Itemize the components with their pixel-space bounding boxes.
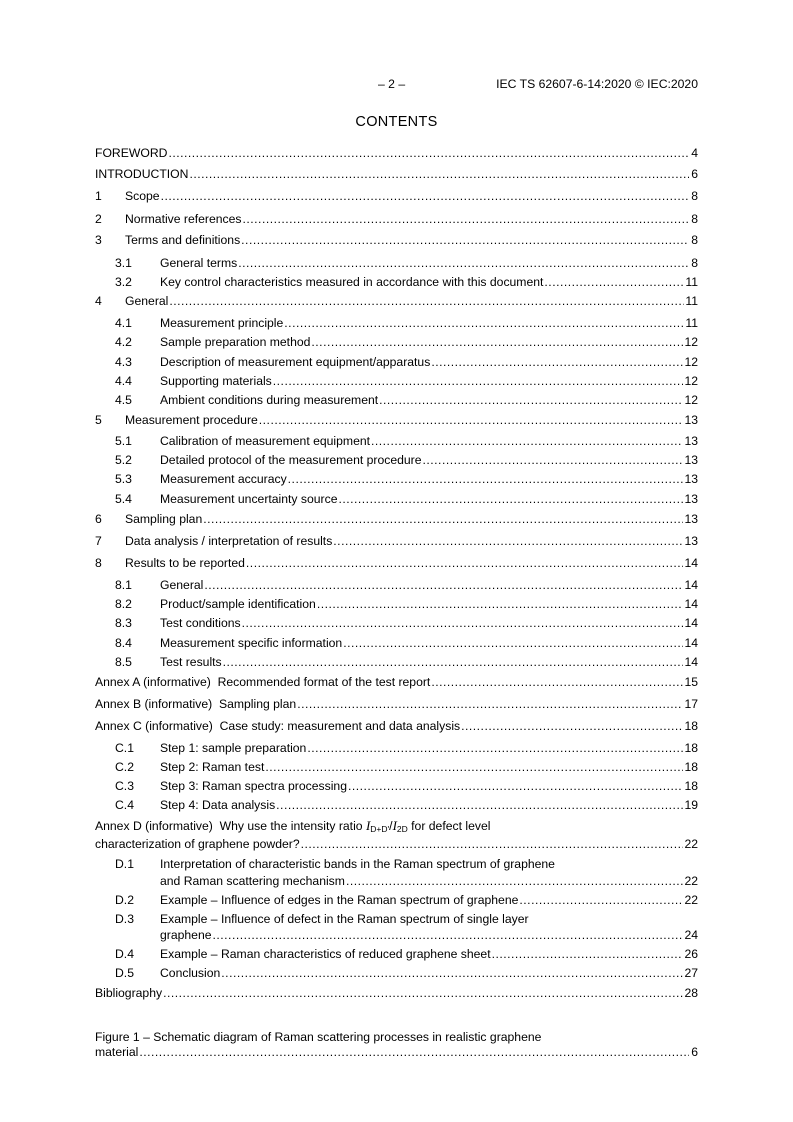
figure-entry-1-line1[interactable]: Figure 1 – Schematic diagram of Raman scattering processes in realistic graphene bbox=[95, 1030, 542, 1044]
toc-entry-8-2[interactable]: 8.2 Product/sample identification ..... 14 bbox=[115, 596, 698, 613]
toc-entry-annex-b[interactable]: Annex B (informative) Sampling plan ..... 17 bbox=[95, 696, 698, 713]
toc-entry-3-1[interactable]: 3.1 General terms ..... 8 bbox=[115, 255, 698, 272]
toc-entry-5-2[interactable]: 5.2 Detailed protocol of the measurement procedure ..... 13 bbox=[115, 452, 698, 469]
figure-entry-1[interactable]: material ..... 6 bbox=[95, 1044, 698, 1061]
toc-entry-5[interactable]: 5 Measurement procedure ..... 13 bbox=[95, 412, 698, 429]
intensity-symbol: I bbox=[365, 818, 371, 833]
toc-entry-d-1[interactable]: and Raman scattering mechanism ..... 22 bbox=[160, 873, 698, 890]
toc-entry-4-5[interactable]: 4.5 Ambient conditions during measurement ..... 12 bbox=[115, 392, 698, 409]
toc-entry-5-3[interactable]: 5.3 Measurement accuracy ..... 13 bbox=[115, 471, 698, 488]
toc-entry-c-1[interactable]: C.1 Step 1: sample preparation ..... 18 bbox=[115, 740, 698, 757]
toc-entry-d-2[interactable]: D.2 Example – Influence of edges in the Raman spectrum of graphene ..... 22 bbox=[115, 892, 698, 909]
toc-entry-8-4[interactable]: 8.4 Measurement specific information ..... 14 bbox=[115, 635, 698, 652]
toc-entry-d-3[interactable]: graphene ..... 24 bbox=[160, 927, 698, 944]
toc-entry-d-1-line1[interactable]: D.1 Interpretation of characteristic bands in the Raman spectrum of graphene bbox=[115, 857, 555, 871]
subscript-d-d-prime: D+D' bbox=[370, 824, 390, 834]
toc-entry-8-1[interactable]: 8.1 General ..... 14 bbox=[115, 577, 698, 594]
toc-entry-3[interactable]: 3 Terms and definitions ..... 8 bbox=[95, 232, 698, 249]
toc-entry-c-3[interactable]: C.3 Step 3: Raman spectra processing ..... 18 bbox=[115, 778, 698, 795]
toc-entry-annex-d[interactable]: characterization of graphene powder? ..... 22 bbox=[95, 836, 698, 853]
toc-entry-foreword[interactable]: FOREWORD ..... 4 bbox=[95, 145, 698, 162]
toc-entry-annex-c[interactable]: Annex C (informative) Case study: measurement and data analysis ..... 18 bbox=[95, 718, 698, 735]
toc-entry-4-1[interactable]: 4.1 Measurement principle ..... 11 bbox=[115, 315, 698, 332]
toc-entry-d-5[interactable]: D.5 Conclusion ..... 27 bbox=[115, 965, 698, 982]
toc-entry-bibliography[interactable]: Bibliography ..... 28 bbox=[95, 985, 698, 1002]
intensity-symbol: I bbox=[392, 818, 397, 833]
page-header bbox=[95, 77, 698, 93]
toc-entry-3-2[interactable]: 3.2 Key control characteristics measured in accordance with this document ..... 11 bbox=[115, 274, 698, 291]
toc-entry-4[interactable]: 4 General ..... 11 bbox=[95, 293, 698, 310]
toc-entry-5-4[interactable]: 5.4 Measurement uncertainty source ..... 13 bbox=[115, 491, 698, 508]
toc-entry-8-3[interactable]: 8.3 Test conditions ..... 14 bbox=[115, 615, 698, 632]
toc-entry-4-2[interactable]: 4.2 Sample preparation method ..... 12 bbox=[115, 334, 698, 351]
contents-title: CONTENTS bbox=[355, 114, 438, 130]
toc-entry-c-2[interactable]: C.2 Step 2: Raman test ..... 18 bbox=[115, 759, 698, 776]
toc-entry-annex-d-line1[interactable]: Annex D (informative) Why use the intensity ratio $I_{D+D'}/I_{2D}$ for defect level bbox=[95, 818, 491, 834]
toc-entry-d-4[interactable]: D.4 Example – Raman characteristics of reduced graphene sheet ..... 26 bbox=[115, 946, 698, 963]
toc-entry-2[interactable]: 2 Normative references ..... 8 bbox=[95, 211, 698, 228]
toc-entry-c-4[interactable]: C.4 Step 4: Data analysis ..... 19 bbox=[115, 797, 698, 814]
toc-entry-8-5[interactable]: 8.5 Test results ..... 14 bbox=[115, 654, 698, 671]
toc-entry-annex-a[interactable]: Annex A (informative) Recommended format of the test report ..... 15 bbox=[95, 674, 698, 691]
page-number: – 2 – bbox=[378, 77, 406, 91]
toc-entry-5-1[interactable]: 5.1 Calibration of measurement equipment ..... 13 bbox=[115, 433, 698, 450]
document-id: IEC TS 62607-6-14:2020 © IEC:2020 bbox=[496, 77, 698, 91]
toc-entry-4-3[interactable]: 4.3 Description of measurement equipment/apparatus ..... 12 bbox=[115, 354, 698, 371]
toc-entry-7[interactable]: 7 Data analysis / interpretation of results ..... 13 bbox=[95, 533, 698, 550]
toc-entry-8[interactable]: 8 Results to be reported ..... 14 bbox=[95, 555, 698, 572]
toc-entry-introduction[interactable]: INTRODUCTION ..... 6 bbox=[95, 166, 698, 183]
toc-entry-d-3-line1[interactable]: D.3 Example – Influence of defect in the Raman spectrum of single layer bbox=[115, 912, 529, 926]
toc-entry-1[interactable]: 1 Scope ..... 8 bbox=[95, 188, 698, 205]
subscript-2d: 2D bbox=[396, 824, 408, 834]
toc-entry-6[interactable]: 6 Sampling plan ..... 13 bbox=[95, 511, 698, 528]
toc-entry-4-4[interactable]: 4.4 Supporting materials ..... 12 bbox=[115, 373, 698, 390]
